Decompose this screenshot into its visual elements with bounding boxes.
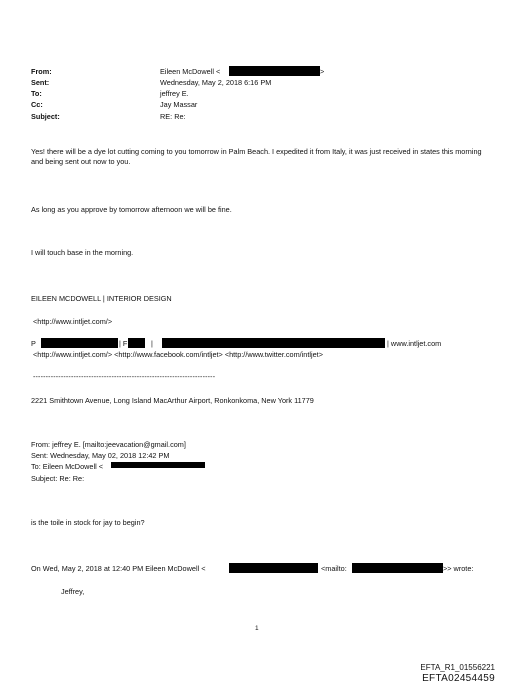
subject-value: RE: Re:: [160, 112, 186, 121]
fax-separator: | F: [119, 339, 128, 348]
to-value: jeffrey E.: [160, 89, 189, 98]
cc-value: Jay Massar: [160, 100, 198, 109]
quoted-from: From: jeffrey E. [mailto:jeevacation@gmail.com]: [31, 440, 186, 449]
subject-label: Subject:: [31, 112, 60, 121]
quoted-question: is the toile in stock for jay to begin?: [31, 518, 145, 527]
quoted-sent: Sent: Wednesday, May 02, 2018 12:42 PM: [31, 451, 170, 460]
from-value-suffix: >: [320, 67, 325, 76]
to-label: To:: [31, 89, 42, 98]
page-number: 1: [255, 625, 259, 632]
redaction-bar: [128, 338, 145, 348]
pipe-separator: |: [151, 339, 153, 348]
from-value: Eileen McDowell <: [160, 67, 221, 76]
redaction-bar: [352, 563, 443, 573]
body-paragraph-1: Yes! there will be a dye lot cutting coming to you tomorrow in Palm Beach. I expedited it from Italy, it was just received in states this morning and being sent out now to you.: [31, 147, 482, 166]
separator-line: ------------------------------------------------------------------------: [33, 374, 216, 381]
web-address: | www.intljet.com: [387, 339, 442, 348]
signature-name: EILEEN MCDOWELL | INTERIOR DESIGN: [31, 294, 172, 303]
sent-value: Wednesday, May 2, 2018 6:16 PM: [160, 78, 272, 87]
redaction-bar: [229, 563, 318, 573]
wrote-suffix: >> wrote:: [443, 564, 474, 573]
sent-label: Sent:: [31, 78, 50, 87]
quoted-to: To: Eileen McDowell <: [31, 462, 103, 471]
mailto-label: <mailto:: [321, 564, 347, 573]
wrote-prefix: On Wed, May 2, 2018 at 12:40 PM Eileen McDowell <: [31, 564, 206, 573]
cc-label: Cc:: [31, 100, 43, 109]
bates-number: EFTA02454459: [422, 673, 495, 684]
redaction-bar: [229, 66, 320, 76]
quoted-subject: Subject: Re: Re:: [31, 474, 85, 483]
redaction-bar: [111, 462, 205, 468]
redaction-bar: [41, 338, 118, 348]
body-paragraph-2: As long as you approve by tomorrow afternoon we will be fine.: [31, 205, 232, 214]
signature-links: <http://www.intljet.com/> <http://www.facebook.com/intljet> <http://www.twitter.com/intljet>: [33, 350, 323, 359]
body-paragraph-3: I will touch base in the morning.: [31, 248, 134, 257]
signature-url: <http://www.intljet.com/>: [33, 317, 113, 326]
greeting: Jeffrey,: [61, 587, 85, 596]
redaction-bar: [162, 338, 385, 348]
address: 2221 Smithtown Avenue, Long Island MacArthur Airport, Ronkonkoma, New York 11779: [31, 396, 314, 405]
from-label: From:: [31, 67, 52, 76]
phone-prefix: P: [31, 339, 36, 348]
bates-number-small: EFTA_R1_01556221: [420, 663, 495, 672]
